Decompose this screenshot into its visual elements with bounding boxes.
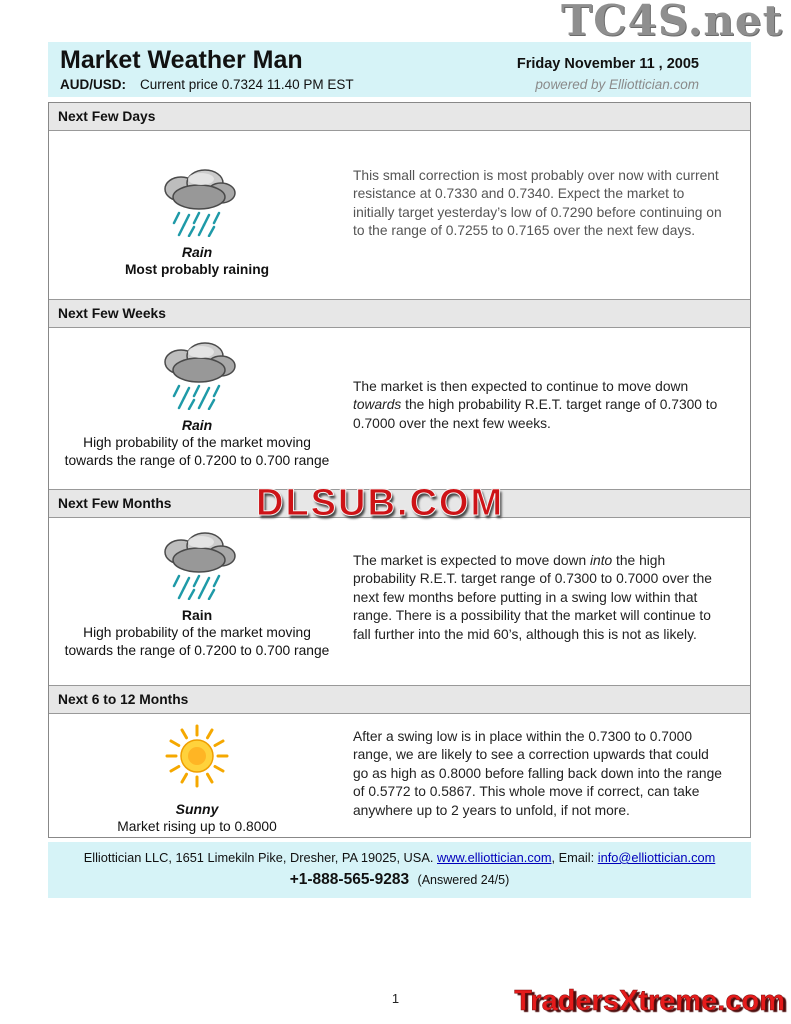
forecast-text — [353, 552, 728, 644]
phone-note: (Answered 24/5) — [417, 873, 510, 887]
condition-label: Sunny — [175, 801, 219, 817]
forecast-text-after: the high probability R.E.T. target range of 0.7300 to 0.7000 over the next few weeks. — [353, 397, 718, 431]
forecast-text — [353, 378, 728, 433]
watermark-dlsub: DLSUB.COM — [256, 482, 505, 524]
forecast-text — [353, 167, 728, 241]
section-body — [49, 518, 750, 685]
section-next-few-weeks — [49, 299, 750, 489]
phone-number: +1-888-565-9283 — [289, 871, 410, 888]
forecast-text-before: After a swing low is in place within the 0.7300 to 0.7000 range, we are likely to see a correction upwards that could go as high as 0.8000 before falling back down into the range of 0.5772 to 0.5867. This whole move if correct, can take anywhere up to 2 years to unfold, if not more. — [353, 729, 722, 818]
powered-by-text: powered by Elliottician.com — [535, 77, 699, 92]
page-number: 1 — [391, 991, 400, 1006]
footer-phone-line — [52, 871, 747, 889]
section-body — [49, 131, 750, 299]
condition-summary: Most probably raining — [124, 262, 270, 277]
section-heading-next-few-weeks: Next Few Weeks — [49, 299, 750, 328]
section-body — [49, 328, 750, 489]
report-header — [48, 42, 751, 97]
condition-label: Rain — [181, 244, 213, 260]
forecast-text-before: The market is then expected to continue to move down — [353, 379, 689, 394]
watermark-tc4s: TC4S.net — [560, 0, 783, 45]
section-next-6-to-12-months — [49, 685, 750, 837]
forecast-text-before: The market is expected to move down — [353, 553, 590, 568]
condition-summary: High probability of the market moving towards the range of 0.7200 to 0.700 range — [64, 625, 330, 658]
header-row-title — [60, 46, 741, 75]
rain-icon — [151, 336, 243, 415]
forecast-text-block — [345, 518, 750, 685]
forecast-icon-block — [49, 131, 345, 299]
forecast-text-block — [345, 131, 750, 299]
currency-pair-label: AUD/USD: — [60, 77, 126, 92]
email-label: , Email: — [551, 850, 598, 865]
forecast-icon-block — [49, 328, 345, 489]
forecast-text-block — [345, 328, 750, 489]
condition-label: Rain — [181, 417, 213, 433]
forecast-text-block — [345, 714, 750, 837]
condition-label: Rain — [181, 607, 213, 623]
forecast-text-after: the high probability R.E.T. target range of 0.7300 to 0.7000 over the next few months before putting in a swing low within that range. There is a possibility that the market will continue to fall further into the mid 60’s, although this is not as likely. — [353, 553, 712, 642]
current-price-text: Current price 0.7324 11.40 PM EST — [140, 77, 354, 92]
italic-emphasis: into — [589, 553, 613, 568]
forecast-box — [48, 102, 751, 838]
website-link[interactable]: www.elliottician.com — [437, 850, 552, 865]
rain-icon — [151, 526, 243, 605]
forecast-icon-block — [49, 714, 345, 837]
header-row-price — [60, 77, 741, 92]
forecast-icon-block — [49, 518, 345, 685]
company-address: Elliottician LLC, 1651 Limekiln Pike, Dresher, PA 19025, USA. — [83, 850, 437, 865]
section-heading-next-few-months: Next Few Months — [49, 489, 750, 518]
section-body — [49, 714, 750, 837]
email-link[interactable]: info@elliottician.com — [597, 850, 716, 865]
forecast-text-before: This small correction is most probably over now with current resistance at 0.7330 and 0.7340. Expect the market to initially target yesterday’s low of 0.7290 before continuing on to the range of 0.7255 to 0.7165 over the next few days. — [353, 168, 722, 239]
forecast-text — [353, 728, 728, 820]
section-heading-next-few-days: Next Few Days — [49, 103, 750, 131]
section-next-few-days — [49, 103, 750, 299]
footer — [48, 842, 751, 898]
condition-summary: High probability of the market moving towards the range of 0.7200 to 0.700 range — [64, 435, 330, 468]
watermark-tradersxtreme: TradersXtreme.com — [514, 985, 785, 1017]
page-title: Market Weather Man — [60, 46, 303, 74]
rain-icon — [151, 163, 243, 242]
sun-icon — [156, 722, 238, 799]
condition-summary: Market rising up to 0.8000 — [117, 819, 277, 834]
section-heading-next-6-to-12-months: Next 6 to 12 Months — [49, 685, 750, 714]
footer-contact-line — [52, 850, 747, 865]
italic-emphasis: towards — [353, 397, 402, 413]
report-date: Friday November 11 , 2005 — [516, 56, 699, 72]
document — [48, 0, 751, 898]
